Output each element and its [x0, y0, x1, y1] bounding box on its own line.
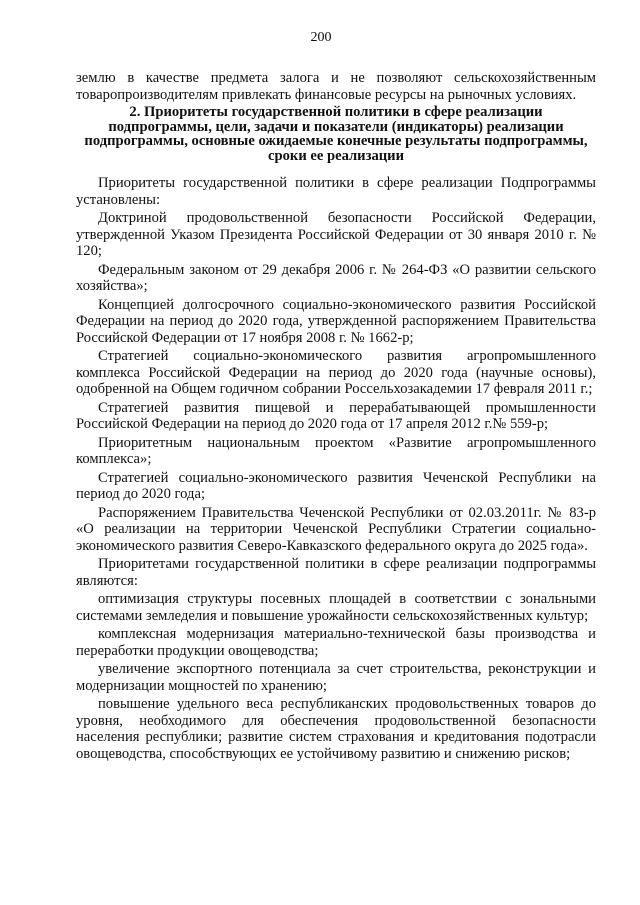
paragraph-long-term-concept: Концепцией долгосрочного социально-экономического развития Российской Федерации на период до 2020 года, утвержденной распоряжением Правительства Российской Федерации от 17 ноября 2008 г. № 1662-р; [76, 296, 596, 346]
paragraph-food-industry-strategy: Стратегией развития пищевой и перерабатывающей промышленности Российской Федерации на период до 2020 года от 17 апреля 2012 г.№ 559-р; [76, 399, 596, 433]
paragraph-food-security-doctrine: Доктриной продовольственной безопасности Российской Федерации, утвержденной Указом Президента Российской Федерации от 30 января 2010 г. № 120; [76, 210, 596, 260]
paragraph-agro-strategy: Стратегией социально-экономического развития агропромышленного комплекса Российской Федерации на период до 2020 года (научные основы), одобренной на Общем годичном собрании Россельхозакадемии 17 февраля 2011 г.; [76, 348, 596, 398]
paragraph-federal-law: Федеральным законом от 29 декабря 2006 г. № 264-ФЗ «О развитии сельского хозяйства»; [76, 261, 596, 295]
list-item-crop-structure: оптимизация структуры посевных площадей в соответствии с зональными системами земледелия и повышение урожайности сельскохозяйственных культур; [76, 591, 596, 624]
paragraph-chechen-order: Распоряжением Правительства Чеченской Республики от 02.03.2011г. № 83-р «О реализации на территории Чеченской Республики Стратегии социально-экономического развития Северо-Кавказского федерального округа до 2025 года». [76, 504, 596, 554]
section-heading: 2. Приоритеты государственной политики в сфере реализации подпрограммы, цели, задачи и показатели (индикаторы) реализации подпрограммы, основные ожидаемые конечные результаты подпрограммы, сроки ее реализации [84, 104, 588, 164]
page-number: 200 [310, 30, 332, 45]
intro-paragraph: землю в качестве предмета залога и не позволяют сельскохозяйственным товаропроизводителям привлекать финансовые ресурсы на рыночных условиях. [76, 70, 596, 103]
list-item-food-share: повышение удельного веса республиканских продовольственных товаров до уровня, необходимого для обеспечения продовольственной безопасности населения республики; развитие систем страхования и кредитования подотрасли овощеводства, способствующих ее устойчивому развитию и снижению рисков; [76, 696, 596, 762]
paragraph-priorities-intro: Приоритеты государственной политики в сфере реализации Подпрограммы установлены: [76, 175, 596, 208]
list-item-export-potential: увеличение экспортного потенциала за счет строительства, реконструкции и модернизации мощностей по хранению; [76, 661, 596, 694]
list-item-modernization: комплексная модернизация материально-технической базы производства и переработки продукции овощеводства; [76, 626, 596, 659]
paragraph-chechen-strategy: Стратегией социально-экономического развития Чеченской Республики на период до 2020 года; [76, 469, 596, 503]
paragraph-national-project: Приоритетным национальным проектом «Развитие агропромышленного комплекса»; [76, 434, 596, 468]
paragraph-priorities-list-intro: Приоритетами государственной политики в сфере реализации подпрограммы являются: [76, 556, 596, 589]
